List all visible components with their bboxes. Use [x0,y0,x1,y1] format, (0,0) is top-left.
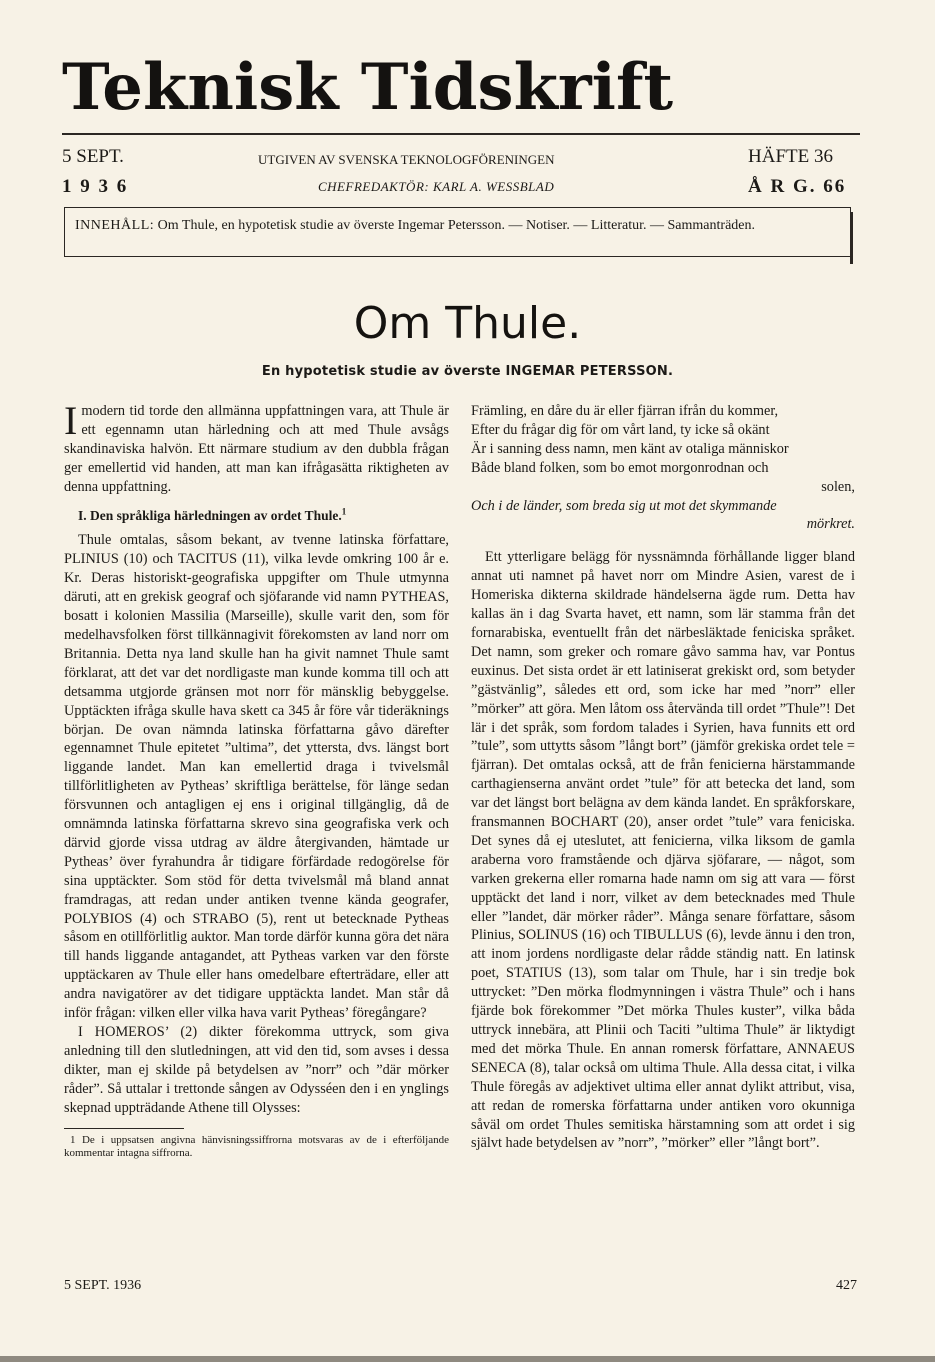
intro-text: modern tid torde den allmänna uppfattningen vara, att Thule är ett egennamn utan härledning och att med Thule avsågs skandinaviska halvön. Ett närmare studium av den dubbla frågan ger emellertid vid handen, att man kan ifrågasätta riktigheten av denna uppfattning. [64,403,449,495]
drop-cap: I [64,398,78,443]
poem-line: Och i de länder, som breda sig ut mot det skymmande [471,497,777,514]
publisher-line: UTGIVEN AV SVENSKA TEKNOLOGFÖRENINGEN [258,152,555,167]
body-paragraph: Thule omtalas, såsom bekant, av tvenne latinska författare, PLINIUS (10) och TACITUS (11), vilka levde omkring 100 år e. Kr. Deras historiskt-geografiska uppgifter om Thule utmynna däruti, att en grekisk geograf och sjöfarande vid namn PYTHEAS, bosatt i kolonien Massilia (Marseille), skulle varit den, som för medelhavsfolken först tillkännagivit förekomsten av land norr om Britannia. Detta nya land skulle han ha givit namnet Thule samt förklarat, att det var det nordligaste man kunde komma till och att detsamma utgjorde gränsen mot norr för mänsklig bebyggelse. Upptäckten ifråga skulle hava skett ca 345 år före vår tideräknings början. De ovan nämnda latinska författarna gåvo därefter egennamnet Thule epitetet ”ultima”, det yttersta, dvs. längst bort liggande landet. Man kan emellertid draga i tvivelsmål tillförlitligheten av Pytheas’ skriftliga berättelse, för länge sedan försvunnen och antagligen ej ens i original tillgänglig, då de omnämnda latinska författarna skrevo sina geografiska verk och därvid gjorde vissa utdrag av äldre återgivanden, hämtade ur Pytheas’ över fyrahundra år tidigare förfärdade redogörelse för sina upptäckter. Som stöd för detta tvivelsmål må bland annat framdragas, att redan under antiken tvenne kända geografer, POLYBIOS (4) och STRABO (5), rent ut betecknade Pytheas såsom en otillförlitlig auktor. Man torde därför kunna göra det nära till hands liggande antagandet, att Pytheas varken var den förste upptäckaren av Thule eller hans omedelbare efterträdare, eller att andra navigatörer av det tidigare upptäckta landet. Man står då inför frågan: vilken eller vilka hava varit Pytheas’ föregångare? [64,532,449,1022]
contents-text: Om Thule, en hypotetisk studie av överste Ingemar Petersson. — Notiser. — Litteratur. — Sammanträden. [157,218,755,233]
poem-quote [471,402,855,534]
masthead-rule [62,133,860,135]
body-paragraph: I HOMEROS’ (2) dikter förekomma uttryck, som giva anledning till den slutledningen, att vid den tid, som avses i dessa dikter, man ej skilde på betydelsen av ”norr” och ”där mörker råder”. Så uttalar i trettonde sången av Odysséen den i en ynglings skepnad uppträdande Athene till Olysses: [64,1024,449,1116]
page-number: 427 [836,1278,857,1293]
poem-line: Både bland folken, som bo emot morgonrodnan och [471,459,769,476]
masthead-title: Teknisk Tidskrift [62,50,674,125]
article-subtitle: En hypotetisk studie av överste INGEMAR PETERSSON. [261,364,674,379]
right-column [471,402,855,1153]
poem-line: solen, [821,478,855,495]
body-paragraph: Ett ytterligare belägg för nyssnämnda förhållande ligger bland annat uti namnet på havet norr om Mindre Asien, varest de i Homeriska dikterna skildrade händelserna ägde rum. Detta hav kallas än i dag Svarta havet, ett namn, som lär stamma från det fornarabiska, eventuellt från det närbesläktade feniciska språket. Det namn, som greker och romare gåvo samma hav, var Pontus euxinus. Det sista ordet är ett latiniserat grekiskt ord, som betyder ”gästvänlig”, således ett ord, som icke har med ”norr” eller ”mörker” att göra. Men låtom oss återvända till ordet ”Thule”! Det lär i det språk, som fordom talades i Syrien, hava funnits ett ord ”tule”, som uttytts såsom ”långt bort” (jämför grekiska ordet tele = fjärran). Det omtalas också, att de från fenicierna härstammande carthagienserna använt ordet ”tule” för att betecka det land, som var det längst bort belägna av dem kända landet. En språkforskare, fransmannen BOCHART (20), anser ordet ”tule” vara feniciska. Det synes då ej uteslutet, att fenicierna, vilka liksom de gamla araberna voro framstående och djärva sjöfarare, — något, som varken grekerna eller romarna hade namn om sig att vara — först upptäckt det land i norr, vilket av dem betecknades med Thule eller ”landet, där mörker råder”. Många senare författare, såsom Plinius, SOLINUS (16) och TIBULLUS (6), levde ännu i den tron, att inom jordens nordligaste delar rådde ständig natt. En latinsk poet, STATIUS (13), som talar om Thule, har i sin tredje bok uttrycket: ”Den mörka flodmynningen i västra Thule” och i hans fjärde bok förekommer ”Det mörka Thules kuster”, vilka båda uttryck innebära, att Plinii och Taciti ”ultima Thule” är liktydigt med det mörka Thule. En annan romersk författare, ANNAEUS SENECA (8), talar också om ultima Thule. Alla dessa citat, i vilka Thule föregås av adjektivet ultima eller annat dylikt attribut, visa, att redan de romerska författarna under antiken voro okunniga såväl om ordet Thules semitiska härstamning som att ordet i sig självt hade betydelsen av ”norr”, ”mörker” eller ”långt bort”. [471,549,855,1152]
section-heading: I. Den språkliga härledningen av ordet Thule.$^1$ [78,506,347,523]
contents-label: INNEHÅLL: [75,218,155,233]
editor-line: CHEFREDAKTÖR: KARL A. WESSBLAD [318,179,555,194]
date-line-1: 5 SEPT. [62,146,124,167]
intro-paragraph [64,398,449,497]
footnote-marker: 1 [341,506,347,517]
poem-line: Är i sanning dess namn, men känt av otaliga människor [471,440,789,457]
footnote-rule [64,1128,184,1129]
footer-date: 5 SEPT. 1936 [64,1278,142,1293]
contents-box-shadow [850,212,853,264]
article-title: Om Thule. [353,298,582,349]
left-column [64,398,449,1160]
contents-box [64,207,851,257]
page-edge [0,1356,935,1362]
volume-year: Å R G. 66 [748,176,847,197]
poem-line: Efter du frågar dig för om vårt land, ty icke så okänt [471,421,770,438]
issue-number: HÄFTE 36 [748,146,833,167]
poem-line: mörkret. [806,516,855,533]
date-line-2: 1 9 3 6 [62,176,129,197]
footnote: 1 De i uppsatsen angivna hänvisningssiffrorna motsvaras av de i efterföljande kommentar intagna siffrorna. [64,1133,449,1159]
poem-line: Främling, en dåre du är eller fjärran ifrån du kommer, [471,403,779,419]
